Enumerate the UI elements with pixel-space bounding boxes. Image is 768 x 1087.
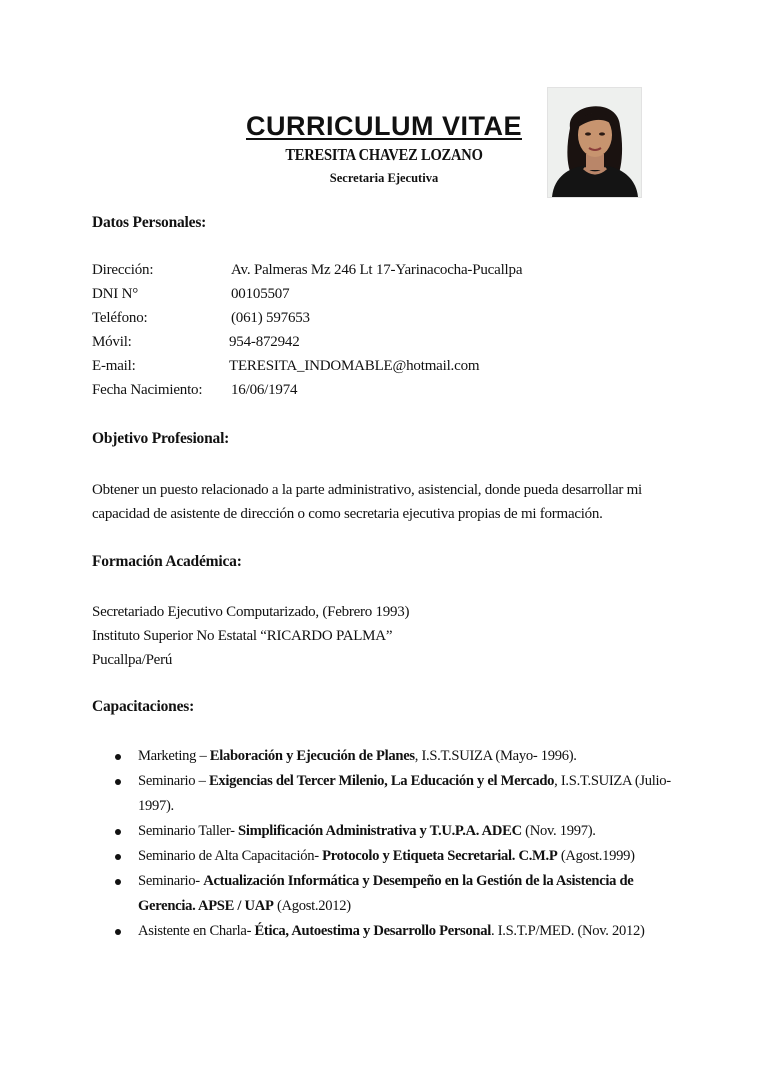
list-item bbox=[92, 744, 692, 769]
item-prefix: Asistente en Charla- bbox=[138, 923, 255, 939]
item-suffix: , I.S.T.SUIZA (Julio-1997). bbox=[138, 773, 671, 814]
label-birthdate: Fecha Nacimiento: bbox=[92, 382, 203, 398]
value-birthdate: 16/06/1974 bbox=[231, 382, 298, 398]
section-heading-training: Capacitaciones: bbox=[92, 698, 195, 715]
list-item bbox=[92, 869, 692, 919]
label-phone: Teléfono: bbox=[92, 310, 148, 326]
item-prefix: Seminario Taller- bbox=[138, 823, 239, 839]
education-line: Secretariado Ejecutivo Computarizado, (Febrero 1993) bbox=[92, 604, 410, 620]
item-title: Elaboración y Ejecución de Planes bbox=[209, 748, 415, 764]
person-name: TERESITA CHAVEZ LOZANO bbox=[285, 146, 483, 165]
value-mobile: 954-872942 bbox=[229, 334, 300, 350]
list-item bbox=[92, 769, 692, 819]
item-suffix: (Agost.2012) bbox=[273, 898, 351, 914]
objective-line: capacidad de asistente de dirección o como secretaria ejecutiva propias de mi formación. bbox=[92, 506, 603, 522]
item-title: Protocolo y Etiqueta Secretarial. C.M.P bbox=[322, 848, 558, 864]
item-title: Ética, Autoestima y Desarrollo Personal bbox=[254, 923, 491, 939]
list-item bbox=[92, 919, 692, 944]
label-dni: DNI N° bbox=[92, 286, 139, 302]
label-mobile: Móvil: bbox=[92, 334, 132, 350]
bullet-icon bbox=[115, 779, 121, 785]
education-text bbox=[92, 600, 692, 672]
value-address: Av. Palmeras Mz 246 Lt 17-Yarinacocha-Pucallpa bbox=[231, 262, 523, 278]
item-title: Exigencias del Tercer Milenio, La Educación y el Mercado bbox=[208, 773, 555, 789]
education-line: Pucallpa/Perú bbox=[92, 652, 173, 668]
profile-photo bbox=[547, 87, 642, 198]
bullet-icon bbox=[115, 879, 121, 885]
item-suffix: (Nov. 1997). bbox=[521, 823, 596, 839]
education-line: Instituto Superior No Estatal “RICARDO PALMA” bbox=[92, 628, 393, 644]
objective-line: Obtener un puesto relacionado a la parte administrativo, asistencial, donde pueda desarrollar mi bbox=[92, 482, 642, 498]
bullet-icon bbox=[115, 854, 121, 860]
label-email: E-mail: bbox=[92, 358, 136, 374]
training-list bbox=[92, 744, 692, 944]
value-phone: (061) 597653 bbox=[231, 310, 310, 326]
item-title: Actualización Informática y Desempeño en la Gestión de la Asistencia de Gerencia. APSE / UAP bbox=[138, 873, 634, 914]
section-heading-personal: Datos Personales: bbox=[92, 214, 207, 231]
bullet-icon bbox=[115, 754, 121, 760]
section-heading-objective: Objetivo Profesional: bbox=[92, 430, 230, 447]
item-suffix: (Agost.1999) bbox=[557, 848, 635, 864]
list-item bbox=[92, 844, 692, 869]
item-prefix: Seminario- bbox=[138, 873, 204, 889]
item-suffix: , I.S.T.SUIZA (Mayo- 1996). bbox=[414, 748, 577, 764]
objective-text bbox=[92, 478, 692, 526]
bullet-icon bbox=[115, 829, 121, 835]
cv-title: CURRICULUM VITAE bbox=[246, 111, 522, 141]
bullet-icon bbox=[115, 929, 121, 935]
item-suffix: . I.S.T.P/MED. (Nov. 2012) bbox=[491, 923, 645, 939]
item-title: Simplificación Administrativa y T.U.P.A. ADEC bbox=[238, 823, 522, 839]
list-item bbox=[92, 819, 692, 844]
item-prefix: Seminario – bbox=[138, 773, 209, 789]
item-prefix: Marketing – bbox=[138, 748, 210, 764]
portrait-image bbox=[548, 88, 641, 197]
label-address: Dirección: bbox=[92, 262, 154, 278]
value-email: TERESITA_INDOMABLE@hotmail.com bbox=[229, 358, 480, 374]
job-title: Secretaria Ejecutiva bbox=[329, 171, 439, 185]
value-dni: 00105507 bbox=[231, 286, 290, 302]
item-prefix: Seminario de Alta Capacitación- bbox=[138, 848, 323, 864]
section-heading-education: Formación Académica: bbox=[92, 553, 242, 570]
